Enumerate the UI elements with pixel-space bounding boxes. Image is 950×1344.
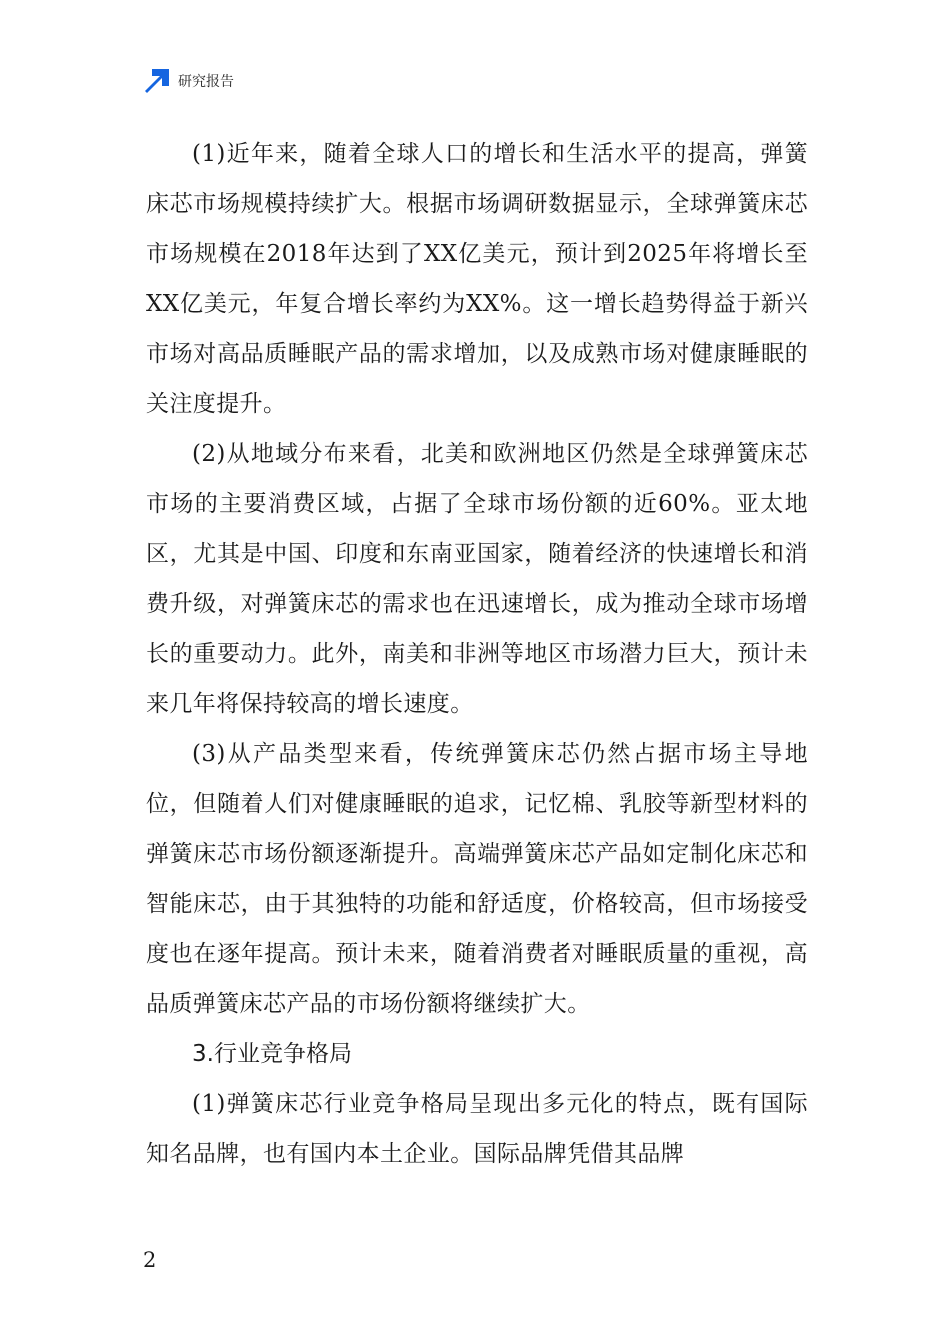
section-heading: 3.行业竞争格局	[192, 1041, 352, 1067]
paragraph: (1)近年来，随着全球人口的增长和生活水平的提高，弹簧床芯市场规模持续扩大。根据市场调研数据显示，全球弹簧床芯市场规模在2018年达到了XX亿美元，预计到2025年将增长至XX亿美元，年复合增长率约为XX%。这一增长趋势得益于新兴市场对高品质睡眠产品的需求增加，以及成熟市场对健康睡眠的关注度提升。	[146, 141, 808, 417]
paragraph: (3)从产品类型来看，传统弹簧床芯仍然占据市场主导地位，但随着人们对健康睡眠的追求，记忆棉、乳胶等新型材料的弹簧床芯市场份额逐渐提升。高端弹簧床芯产品如定制化床芯和智能床芯，由于其独特的功能和舒适度，价格较高，但市场接受度也在逐年提高。预计未来，随着消费者对睡眠质量的重视，高品质弹簧床芯产品的市场份额将继续扩大。	[146, 741, 808, 1017]
header-label: 研究报告	[178, 74, 234, 90]
arrow-up-right-icon	[143, 67, 171, 95]
document-body	[146, 129, 808, 1179]
paragraph: (2)从地域分布来看，北美和欧洲地区仍然是全球弹簧床芯市场的主要消费区域，占据了全球市场份额的近60%。亚太地区，尤其是中国、印度和东南亚国家，随着经济的快速增长和消费升级，对弹簧床芯的需求也在迅速增长，成为推动全球市场增长的重要动力。此外，南美和非洲等地区市场潜力巨大，预计未来几年将保持较高的增长速度。	[146, 441, 808, 717]
page-header	[143, 66, 234, 96]
paragraph: (1)弹簧床芯行业竞争格局呈现出多元化的特点，既有国际知名品牌，也有国内本土企业。国际品牌凭借其品牌	[146, 1091, 808, 1167]
page-number: 2	[143, 1248, 157, 1272]
